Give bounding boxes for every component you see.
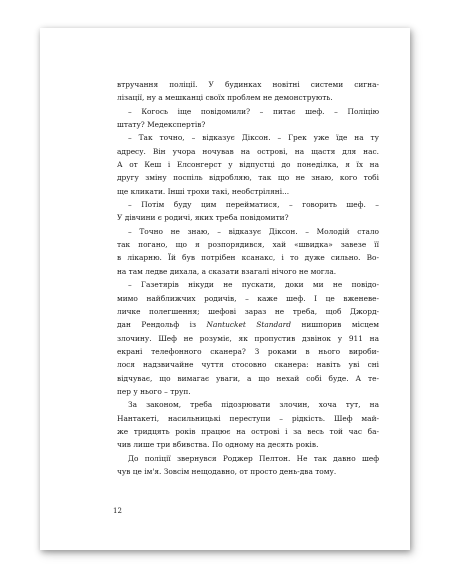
page-number: 12 bbox=[113, 507, 122, 515]
text-line: адресу. Він учора ночував на острові, на щастя для нас. bbox=[117, 146, 379, 156]
text-line: лізації, ну а мешканці своїх проблем не демонструють. bbox=[117, 93, 333, 103]
text-line: чув це ім'я. Зовсім нещодавно, от просто день-два тому. bbox=[117, 466, 337, 476]
text-line: так погано, що я розпорядився, хай «швидка» завезе її bbox=[117, 240, 379, 250]
text-line: – Так точно, – відказує Діксон. – Грек уже їде на ту bbox=[128, 133, 379, 143]
text-line: А от Кеш і Елсонгерст у відпустці до понеділка, я їх на bbox=[117, 160, 379, 170]
text-line: злочину. Шеф не розуміє, як пропустив дзвінок у 911 на bbox=[117, 333, 379, 343]
text-line: пер у нього – труп. bbox=[117, 386, 191, 396]
text-line: мимо найближчих родичів, – каже шеф. І це вженеве- bbox=[117, 293, 379, 303]
book-page bbox=[40, 28, 410, 550]
text-line: Нантакеті, насильницькі переступи – рідкість. Шеф май- bbox=[117, 413, 379, 423]
text-line: екрані телефонного сканера? З роками в нього вироби- bbox=[117, 346, 379, 356]
text-line: – Потім буду цим перейматися, – говорить шеф. – bbox=[128, 200, 379, 210]
body-text bbox=[117, 78, 379, 478]
text-line: в лікарню. Їй був потрібен ксанакс, і то дуже сильно. Во- bbox=[117, 253, 379, 263]
text-line: дан Рендольф із Nantucket Standard нишпорив місцем bbox=[117, 320, 379, 330]
text-line: штату? Медекспертів? bbox=[117, 120, 206, 130]
text-line: – Газетярів нікуди не пускати, доки ми не повідо- bbox=[128, 280, 379, 290]
text-line: личке полегшення; шефові зараз не треба, щоб Джорд- bbox=[117, 306, 379, 316]
text-line: У дівчини є родичі, яких треба повідомити? bbox=[117, 213, 289, 223]
text-line: До поліції звернувся Роджер Пелтон. Не так давно шеф bbox=[128, 453, 379, 463]
text-line: – Когось іще повідомили? – питає шеф. – Поліцію bbox=[128, 106, 379, 116]
text-line: на там ледве дихала, а сказати взагалі нічого не могла. bbox=[117, 266, 337, 276]
text-line: За законом, треба підозрювати злочин, хоча тут, на bbox=[128, 400, 379, 410]
text-line: чив лише три вбивства. По одному на десять років. bbox=[117, 440, 319, 450]
italic-title: Nantucket Standard bbox=[206, 320, 291, 330]
text-line: ще кликати. Інші трохи такі, необстріляні... bbox=[117, 186, 290, 196]
text-line: другу зміну поспіль відробляю, так що не знаю, кого тобі bbox=[117, 173, 379, 183]
text-line: відчуває, що вимагає уваги, а що нехай собі буде. А те- bbox=[117, 373, 379, 383]
text-line: втручання поліції. У будинках новітні системи сигна- bbox=[117, 80, 379, 89]
text-line: лося надзвичайне чуття стосовно сканера: навіть уві сні bbox=[117, 360, 379, 370]
text-line: же тридцять років працює на острові і за весь той час ба- bbox=[117, 426, 379, 436]
text-line: – Точно не знаю, – відказує Діксон. – Молодій стало bbox=[128, 226, 379, 236]
